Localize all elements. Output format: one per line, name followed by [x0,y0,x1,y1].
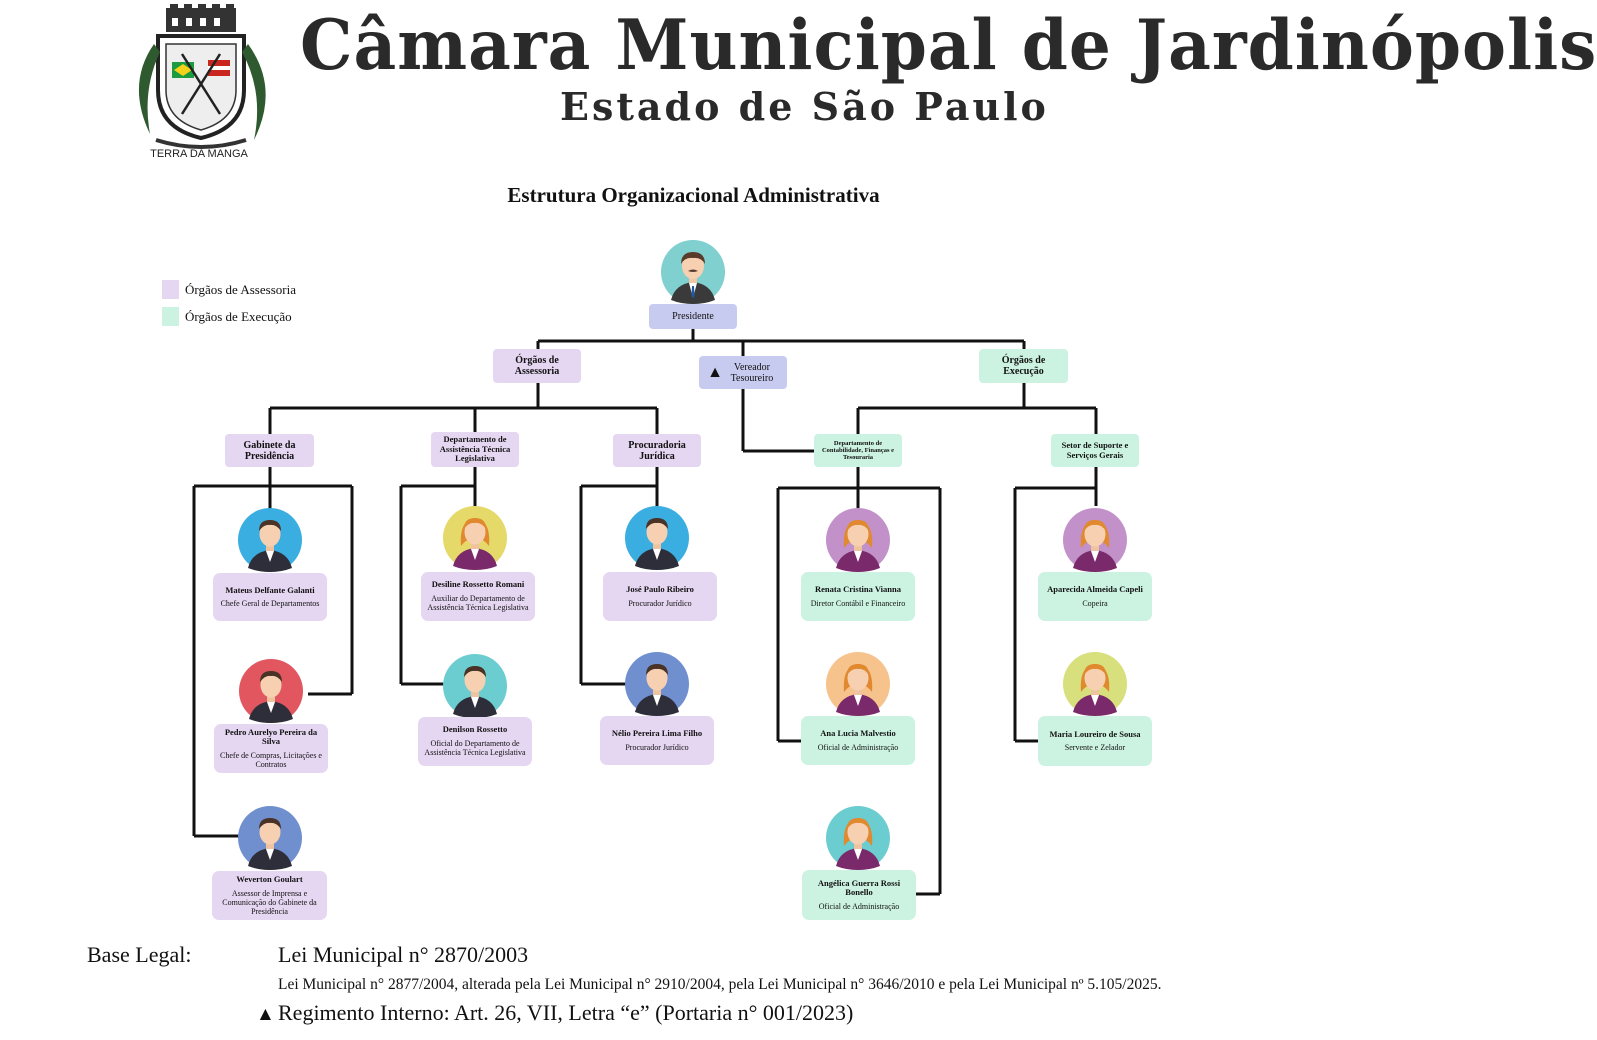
orgaos-execucao-label: Órgãos de Execução [1001,355,1046,377]
vereador-tesoureiro-box [699,356,787,389]
lei-2877-note: Lei Municipal n° 2877/2004, alterada pela Lei Municipal n° 2910/2004, pela Lei Municipal n° 3646/2010 e pela Lei Municipal nº 5.105/2025. [278,976,1162,993]
procuradoria-juridica-box [613,434,701,467]
person-avatar-icon [1063,652,1127,716]
setor-suporte-box [1051,434,1139,467]
person-name: Mateus Delfante Galanti [225,584,315,595]
gabinete-presidencia-label: Gabinete da Presidência [243,439,296,462]
person-card [802,870,916,920]
person-role: Procurador Jurídico [628,598,692,608]
departamento-legislativo-box [431,432,519,467]
page-title: Estrutura Organizacional Administrativa [507,183,880,207]
departamento-contabilidade-box [814,434,902,467]
president-label: Presidente [672,311,714,322]
person-role: Chefe Geral de Departamentos [220,599,320,609]
person-role: Oficial do Departamento de Assistência Técnica Legislativa [424,739,526,758]
person-name: Weverton Goulart [236,873,303,884]
person-role: Procurador Jurídico [625,742,689,752]
person-role: Copeira [1082,598,1108,608]
person-name: Nélio Pereira Lima Filho [611,728,703,739]
president-box [649,304,737,329]
crest-motto: TERRA DA MANGA [150,148,248,160]
orgaos-assessoria-box [493,349,581,383]
lei-2870: Lei Municipal n° 2870/2003 [278,942,529,967]
person-avatar-icon [443,654,507,718]
orgaos-execucao-box [979,349,1068,383]
person-name: Desiline Rossetto Romani [431,579,525,590]
legend-label-execucao: Órgãos de Execução [185,309,292,324]
person-avatar-icon [826,806,890,870]
person-name: Angélica Guerra Rossi Bonello [817,877,901,898]
person-role: Auxiliar do Departamento de Assistência Técnica Legislativa [427,594,529,613]
triangle-marker-icon: ▲ [707,363,723,381]
chamber-title: Câmara Municipal de Jardinópolis [300,4,1597,86]
vereador-tesoureiro-label: Vereador Tesoureiro [730,361,774,384]
regimento-interno: Regimento Interno: Art. 26, VII, Letra “e” (Portaria n° 001/2023) [278,1000,854,1025]
president-avatar-icon [661,240,725,304]
person-name: Denilson Rossetto [442,724,508,735]
person-card [421,572,535,621]
person-card [600,716,714,765]
person-role: Oficial de Administração [817,742,899,752]
person-name: Renata Cristina Vianna [815,584,901,595]
person-avatar-icon [1063,508,1127,572]
person-name: Pedro Aurelyo Pereira da Silva [224,726,318,747]
person-role: Oficial de Administração [818,902,900,912]
person-card [801,716,915,765]
departamento-legislativo-label: Departamento de Assistência Técnica Legislativa [439,434,511,464]
person-name: Maria Loureiro de Sousa [1049,728,1141,739]
person-avatar-icon [625,652,689,716]
procuradoria-juridica-label: Procuradoria Jurídica [628,439,686,462]
person-card [603,572,717,621]
chamber-subtitle: Estado de São Paulo [560,84,1049,129]
person-card [213,573,327,621]
person-role: Servente e Zelador [1064,743,1126,753]
person-avatar-icon [443,506,507,570]
person-avatar-icon [238,806,302,870]
person-card [1038,716,1152,766]
regimento-triangle-icon: ▲ [256,1004,275,1025]
person-card [212,871,327,920]
departamento-contabilidade-label: Departamento de Contabilidade, Finanças e Tesouraria [821,439,895,462]
person-avatar-icon [239,659,303,723]
person-avatar-icon [826,508,890,572]
person-avatar-icon [238,508,302,572]
person-card [801,572,915,621]
base-legal-label: Base Legal: [87,942,192,967]
person-role: Diretor Contábil e Financeiro [810,598,906,608]
gabinete-presidencia-box [225,434,314,467]
person-avatar-icon [826,652,890,716]
setor-suporte-label: Setor de Suporte e Serviços Gerais [1061,440,1129,460]
person-name: Ana Lucia Malvestio [820,728,896,739]
person-card [1038,572,1152,621]
person-card [214,724,328,773]
person-avatar-icon [625,506,689,570]
person-role: Assessor de Imprensa e Comunicação do Gabinete da Presidência [222,888,317,916]
person-name: Aparecida Almeida Capeli [1047,584,1143,595]
person-card [418,717,532,766]
orgaos-assessoria-label: Órgãos de Assessoria [514,355,560,377]
person-name: José Paulo Ribeiro [626,584,694,595]
person-role: Chefe de Compras, Licitações e Contratos [220,751,322,770]
legend-label-assessoria: Órgãos de Assessoria [185,282,296,297]
